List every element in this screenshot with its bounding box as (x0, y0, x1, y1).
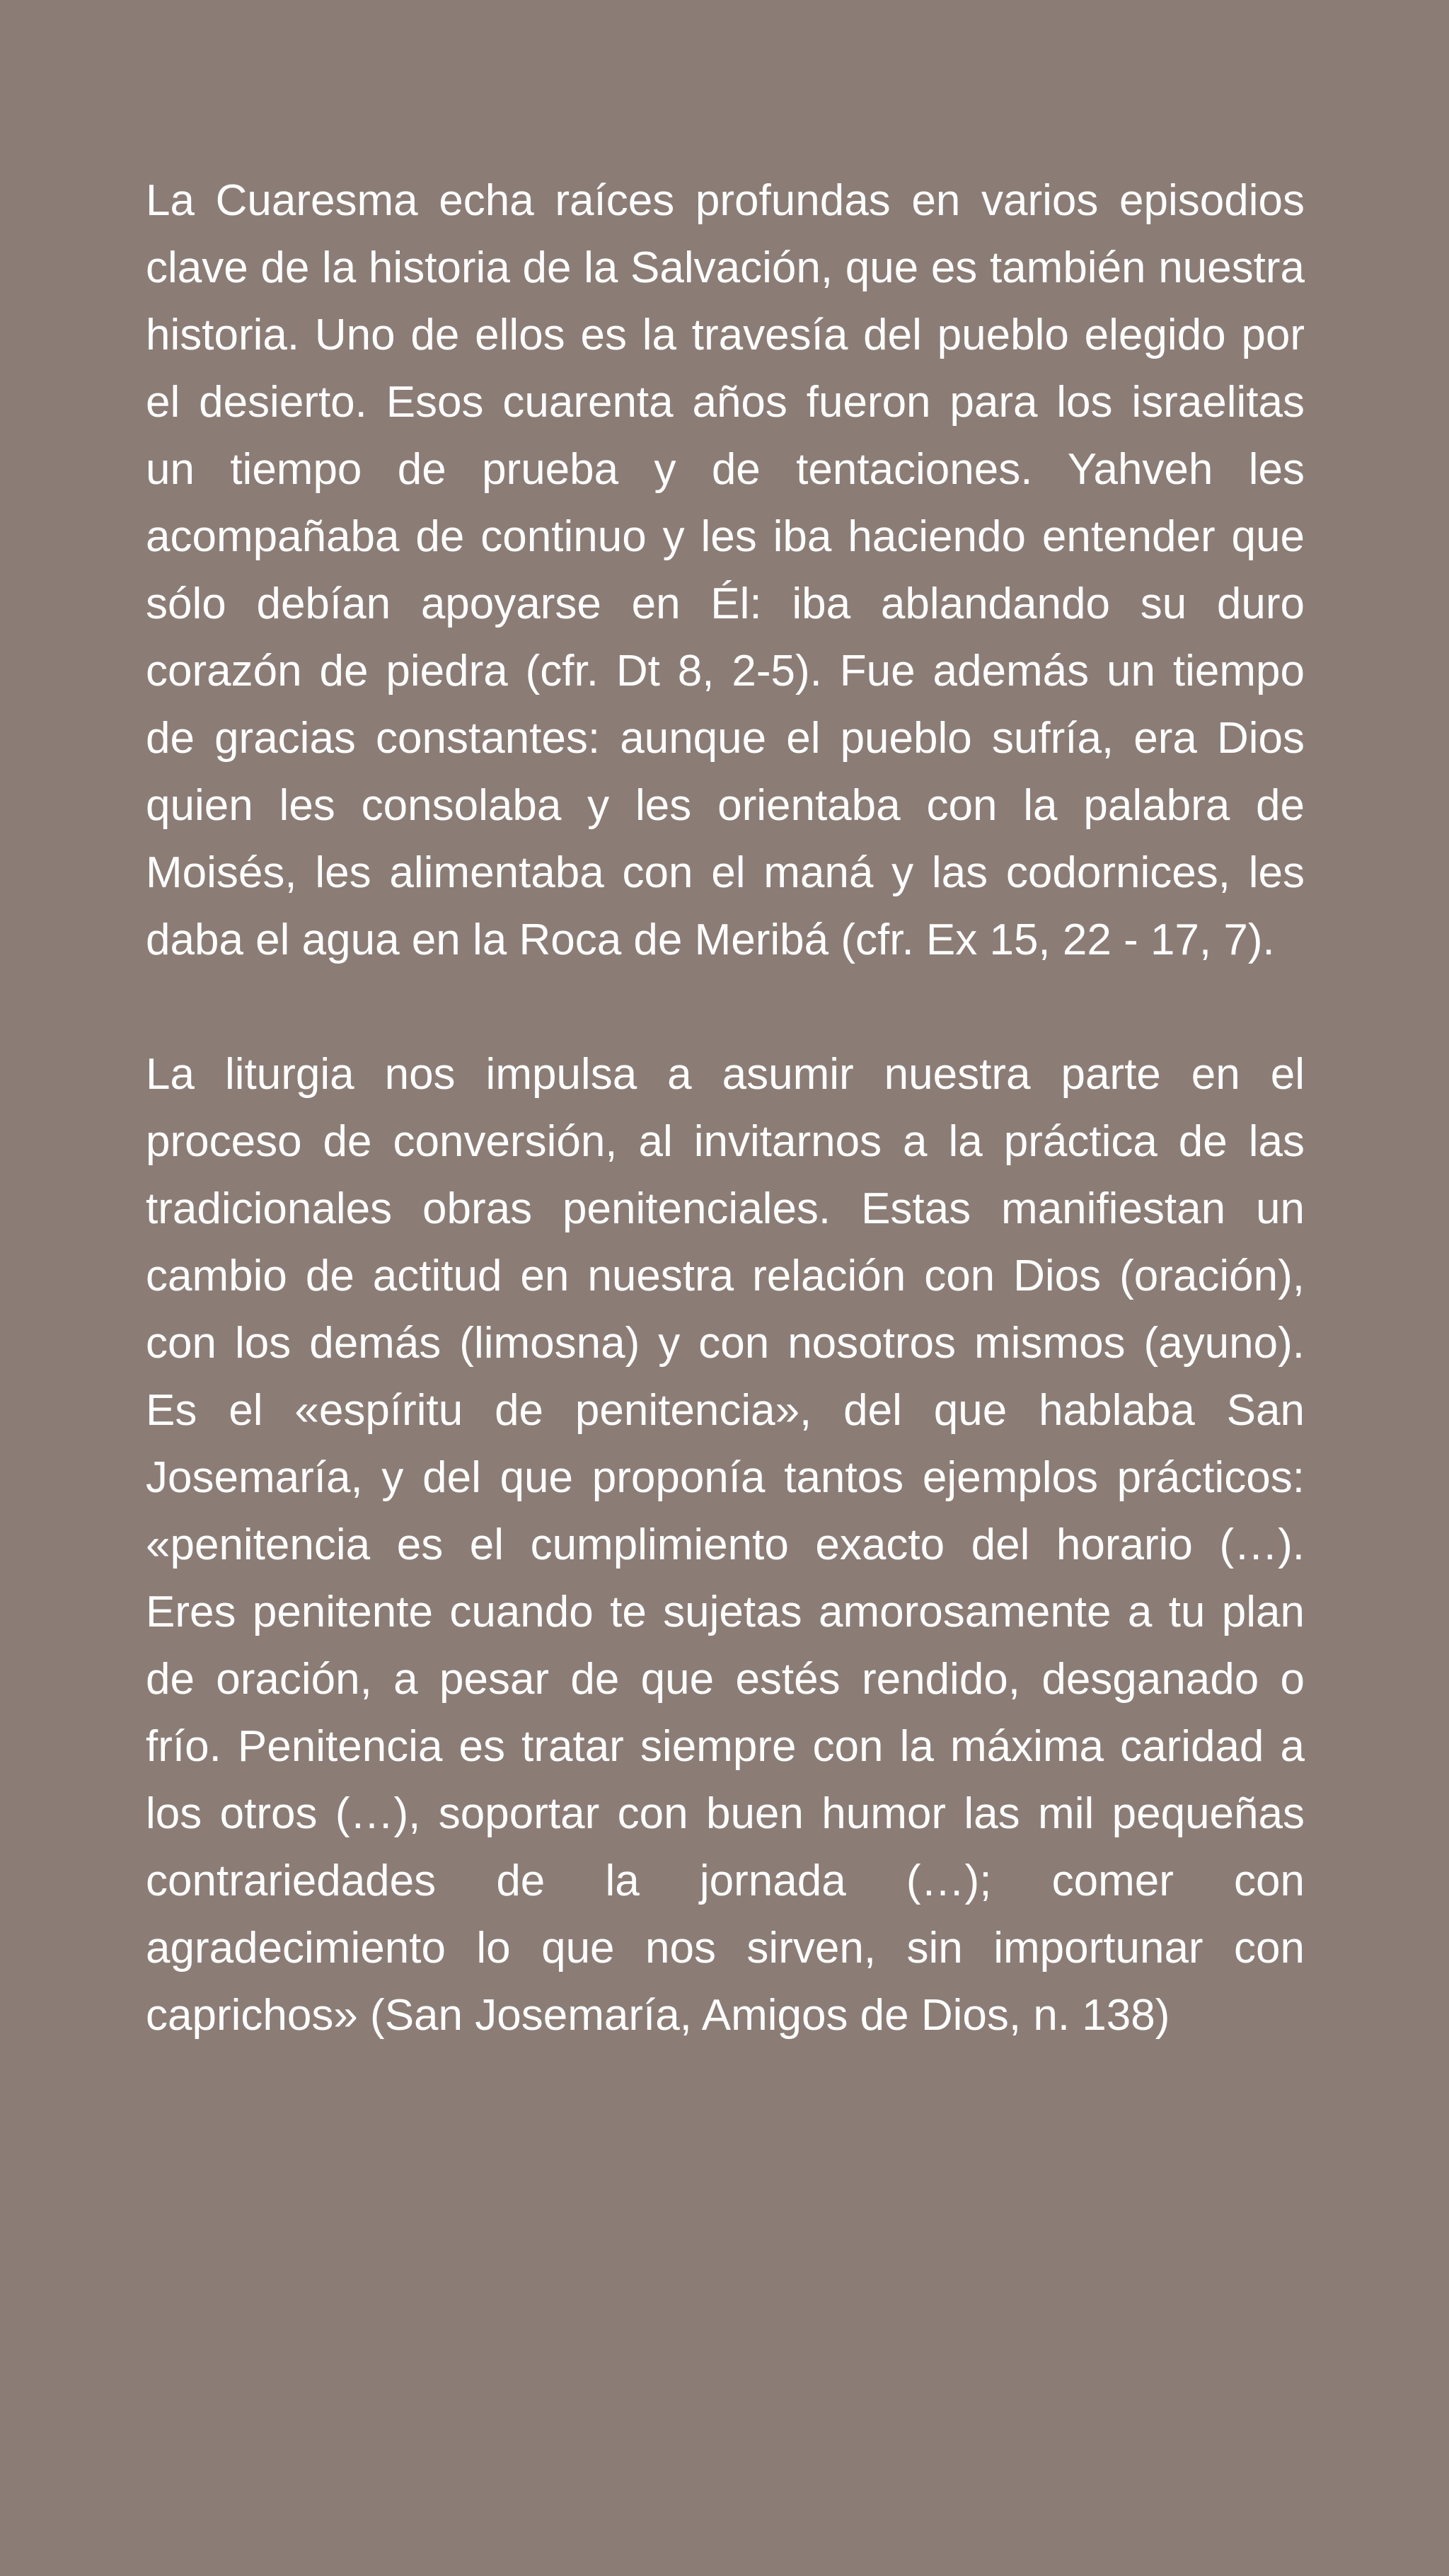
text-page (146, 167, 1305, 2049)
paragraph-lent-desert: La Cuaresma echa raíces profundas en varios episodios clave de la historia de la Salvación, que es también nuestra historia. Uno de ellos es la travesía del pueblo elegido por el desierto. Esos cuarenta años fueron para los israelitas un tiempo de prueba y de tentaciones. Yahveh les acompañaba de continuo y les iba haciendo entender que sólo debían apoyarse en Él: iba ablandando su duro corazón de piedra (cfr. Dt 8, 2-5). Fue además un tiempo de gracias constantes: aunque el pueblo sufría, era Dios quien les consolaba y les orientaba con la palabra de Moisés, les alimentaba con el maná y las codornices, les daba el agua en la Roca de Meribá (cfr. Ex 15, 22 - 17, 7). (146, 176, 1305, 964)
paragraph-penitential-works: La liturgia nos impulsa a asumir nuestra parte en el proceso de conversión, al invitarnos a la práctica de las tradicionales obras penitenciales. Estas manifiestan un cambio de actitud en nuestra relación con Dios (oración), con los demás (limosna) y con nosotros mismos (ayuno). Es el «espíritu de penitencia», del que hablaba San Josemaría, y del que proponía tantos ejemplos prácticos: «penitencia es el cumplimiento exacto del horario (…). Eres penitente cuando te sujetas amorosamente a tu plan de oración, a pesar de que estés rendido, desganado o frío. Penitencia es tratar siempre con la máxima caridad a los otros (…), soportar con buen humor las mil pequeñas contrariedades de la jornada (…); comer con agradecimiento lo que nos sirven, sin importunar con caprichos» (San Josemaría, Amigos de Dios, n. 138) (146, 1050, 1305, 2040)
